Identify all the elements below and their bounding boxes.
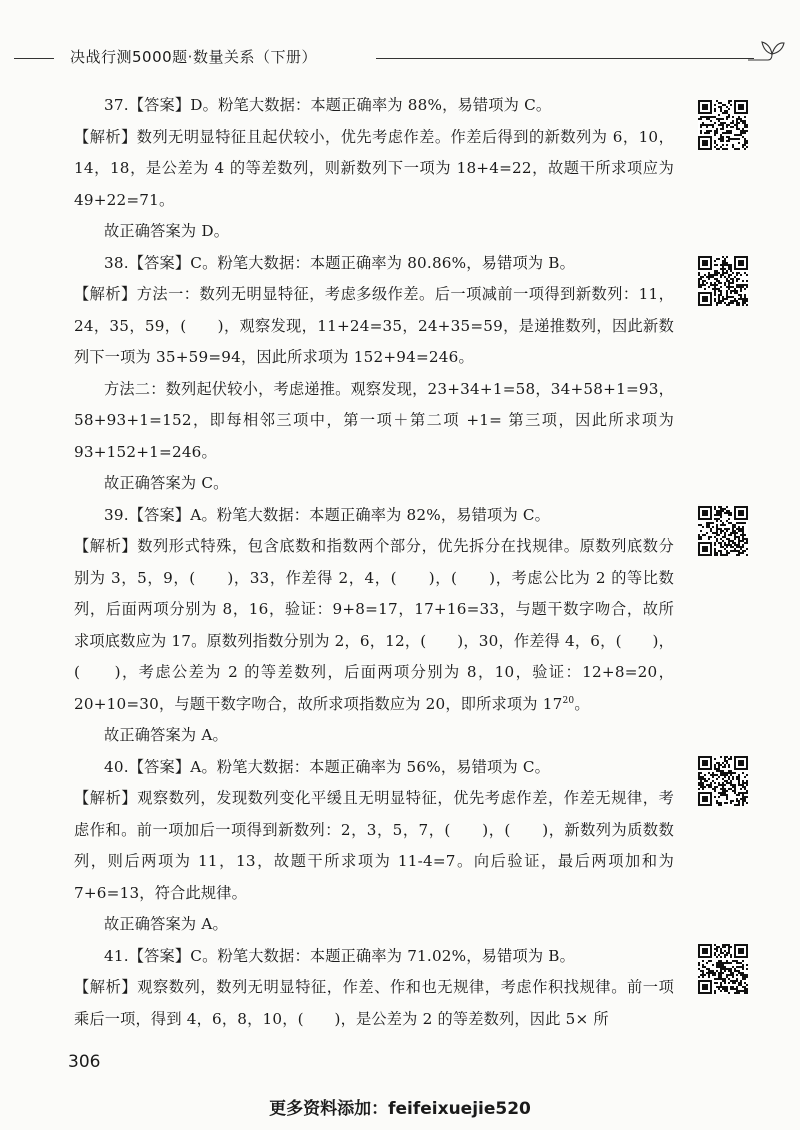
- leaf-sprout-icon: [746, 34, 786, 68]
- qr-code-icon[interactable]: [698, 256, 748, 306]
- footer-contact: 更多资料添加：feifeixuejie520: [269, 1099, 531, 1119]
- q40-conclusion: 故正确答案为 A。: [104, 915, 228, 933]
- q39-exponent: 20: [562, 695, 575, 706]
- q37-conclusion: 故正确答案为 D。: [104, 222, 230, 240]
- q39-analysis: [74, 531, 674, 720]
- qr-code-icon[interactable]: [698, 506, 748, 556]
- qr-code-icon[interactable]: [698, 100, 748, 150]
- q39-answer: 39.【答案】A。粉笔大数据：本题正确率为 82%，易错项为 C。: [104, 505, 551, 524]
- q41-analysis: 【解析】观察数列，数列无明显特征，作差、作和也无规律，考虑作积找规律。前一项乘后一项，得到 4，6，8，10，( )，是公差为 2 的等差数列，因此 5× 所: [74, 978, 674, 1028]
- q38-conclusion: 故正确答案为 C。: [104, 474, 229, 492]
- qr-code-icon[interactable]: [698, 756, 748, 806]
- q38-answer: 38.【答案】C。粉笔大数据：本题正确率为 80.86%，易错项为 B。: [104, 253, 576, 272]
- q40-answer: 40.【答案】A。粉笔大数据：本题正确率为 56%，易错项为 C。: [104, 757, 551, 776]
- page-number: 306: [68, 1052, 101, 1072]
- q37-answer: 37.【答案】D。粉笔大数据：本题正确率为 88%，易错项为 C。: [104, 96, 552, 114]
- header-rule-right: [376, 58, 754, 59]
- q38-analysis: 【解析】方法一：数列无明显特征，考虑多级作差。后一项减前一项得到新数列：11，24，35，59，( )，观察发现，11+24=35，24+35=59，是递推数列，因此新数列下一项为 35+59=94，因此所求项为 152+94=246。: [74, 285, 674, 366]
- q38-method2: 方法二：数列起伏较小，考虑递推。观察发现，23+34+1=58，34+58+1=93，58+93+1=152，即每相邻三项中，第一项＋第二项 +1= 第三项，因此所求项为 93+152+1=246。: [74, 379, 674, 461]
- q39-analysis-tail: 。: [574, 694, 590, 713]
- q41-answer: 41.【答案】C。粉笔大数据：本题正确率为 71.02%，易错项为 B。: [104, 946, 576, 965]
- q40-analysis: 【解析】观察数列，发现数列变化平缓且无明显特征，优先考虑作差，作差无规律，考虑作和。前一项加后一项得到新数列：2，3，5，7，( )，( )，新数列为质数数列，则后两项为 11，13，故题干所求项为 11-4=7。向后验证，最后两项加和为 7+6=13，符合此规律。: [74, 789, 674, 902]
- q39-analysis-text: 【解析】数列形式特殊，包含底数和指数两个部分，优先拆分在找规律。原数列底数分别为 3，5，9，( )，33，作差得 2，4，( )，( )，考虑公比为 2 的等比数列，后面两项分别为 8，16，验证：9+8=17，17+16=33，与题干数字吻合，故所求项底数应为 17。原数列指数分别为 2，6，12，( )，30，作差得 4，6，( )，( )，考虑公差为 2 的等差数列，后面两项分别为 8，10，验证：12+8=20，20+10=30，与题干数字吻合，故所求项指数应为 20，即所求项为 17: [74, 537, 674, 713]
- running-header: [14, 44, 786, 74]
- answer-content: [74, 90, 674, 1035]
- q37-analysis: 【解析】数列无明显特征且起伏较小，优先考虑作差。作差后得到的新数列为 6，10，14，18，是公差为 4 的等差数列，则新数列下一项为 18+4=22，故题干所求项应为 49+22=71。: [74, 127, 674, 209]
- q39-conclusion: 故正确答案为 A。: [104, 726, 228, 744]
- header-rule-left: [14, 58, 54, 59]
- qr-code-icon[interactable]: [698, 944, 748, 994]
- header-title: 决战行测5000题·数量关系（下册）: [70, 48, 317, 66]
